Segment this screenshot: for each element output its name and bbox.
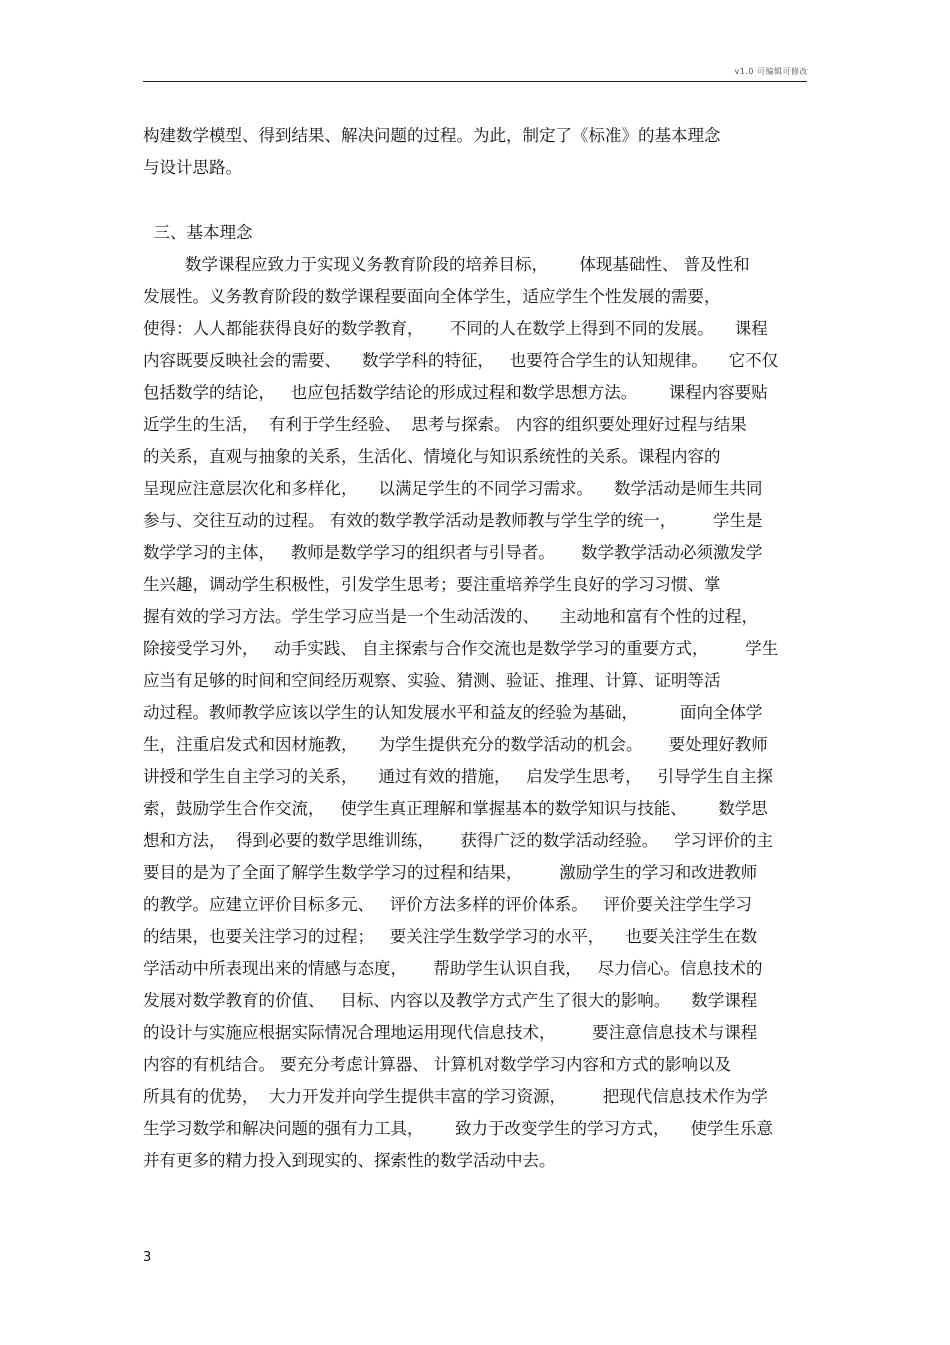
body-line: 的关系，直观与抽象的关系，生活化、情境化与知识系统性的关系。课程内容的 — [143, 447, 721, 466]
section-heading: 三、基本理念 — [143, 223, 253, 242]
body-line: 的设计与实施应根据实际情况合理地运用现代信息技术， 要注意信息技术与课程 — [143, 1023, 758, 1042]
body-line: 的结果，也要关注学习的过程； 要关注学生数学学习的水平， 也要关注学生在数 — [143, 927, 758, 946]
body-line: 生兴趣，调动学生积极性，引发学生思考；要注重培养学生良好的学习习惯、掌 — [143, 575, 721, 594]
body-line: 呈现应注意层次化和多样化， 以满足学生的不同学习需求。 数学活动是师生共同 — [143, 479, 763, 498]
body-line: 与设计思路。 — [143, 158, 242, 177]
body-line: 参与、交往互动的过程。 有效的数学教学活动是教师教与学生学的统一， 学生是 — [143, 511, 763, 530]
body-line: 数学学习的主体， 教师是数学学习的组织者与引导者。 数学教学活动必须激发学 — [143, 543, 763, 562]
body-line: 所具有的优势， 大力开发并向学生提供丰富的学习资源， 把现代信息技术作为学 — [143, 1087, 768, 1106]
header-version-label: v1.0 可编辑可修改 — [734, 67, 808, 76]
body-line: 学活动中所表现出来的情感与态度， 帮助学生认识自我， 尽力信心。信息技术的 — [143, 959, 763, 978]
body-line: 想和方法， 得到必要的数学思维训练， 获得广泛的数学活动经验。 学习评价的主 — [143, 831, 773, 850]
body-line: 握有效的学习方法。学生学习应当是一个生动活泼的、 主动地和富有个性的过程， — [143, 607, 758, 626]
body-line: 使得：人人都能获得良好的数学教育， 不同的人在数学上得到不同的发展。 课程 — [143, 319, 768, 338]
body-line: 要目的是为了全面了解学生数学学习的过程和结果， 激励学生的学习和改进教师 — [143, 863, 758, 882]
body-line: 动过程。教师教学应该以学生的认知发展水平和益友的经验为基础， 面向全体学 — [143, 703, 763, 722]
body-line: 包括数学的结论， 也应包括数学结论的形成过程和数学思想方法。 课程内容要贴 — [143, 383, 768, 402]
body-line: 的教学。应建立评价目标多元、 评价方法多样的评价体系。 评价要关注学生学习 — [143, 895, 752, 914]
body-line: 并有更多的精力投入到现实的、探索性的数学活动中去。 — [143, 1151, 556, 1170]
header-divider — [143, 81, 807, 82]
body-line: 索，鼓励学生合作交流， 使学生真正理解和掌握基本的数学知识与技能、 数学思 — [143, 799, 768, 818]
page-number: 3 — [143, 1250, 152, 1265]
body-line: 近学生的生活， 有利于学生经验、 思考与探索。 内容的组织要处理好过程与结果 — [143, 415, 747, 434]
body-line: 构建数学模型、得到结果、解决问题的过程。为此，制定了《标准》的基本理念 — [143, 126, 721, 145]
body-line: 发展性。义务教育阶段的数学课程要面向全体学生，适应学生个性发展的需要， — [143, 287, 721, 306]
body-line: 应当有足够的时间和空间经历观察、实验、猜测、验证、推理、计算、证明等活 — [143, 671, 721, 690]
body-line: 内容既要反映社会的需要、 数学学科的特征， 也要符合学生的认知规律。 它不仅 — [143, 351, 779, 370]
body-line: 讲授和学生自主学习的关系， 通过有效的措施， 启发学生思考， 引导学生自主探 — [143, 767, 773, 786]
body-line: 内容的有机结合。 要充分考虑计算器、 计算机对数学学习内容和方式的影响以及 — [143, 1055, 731, 1074]
body-line: 数学课程应致力于实现义务教育阶段的培养目标， 体现基础性、 普及性和 — [143, 255, 750, 274]
body-line: 生，注重启发式和因材施教， 为学生提供充分的数学活动的机会。 要处理好教师 — [143, 735, 768, 754]
body-line: 除接受学习外， 动手实践、 自主探索与合作交流也是数学学习的重要方式， 学生 — [143, 639, 779, 658]
body-line: 发展对数学教育的价值、 目标、内容以及教学方式产生了很大的影响。 数学课程 — [143, 991, 758, 1010]
body-line: 生学习数学和解决问题的强有力工具， 致力于改变学生的学习方式， 使学生乐意 — [143, 1119, 773, 1138]
